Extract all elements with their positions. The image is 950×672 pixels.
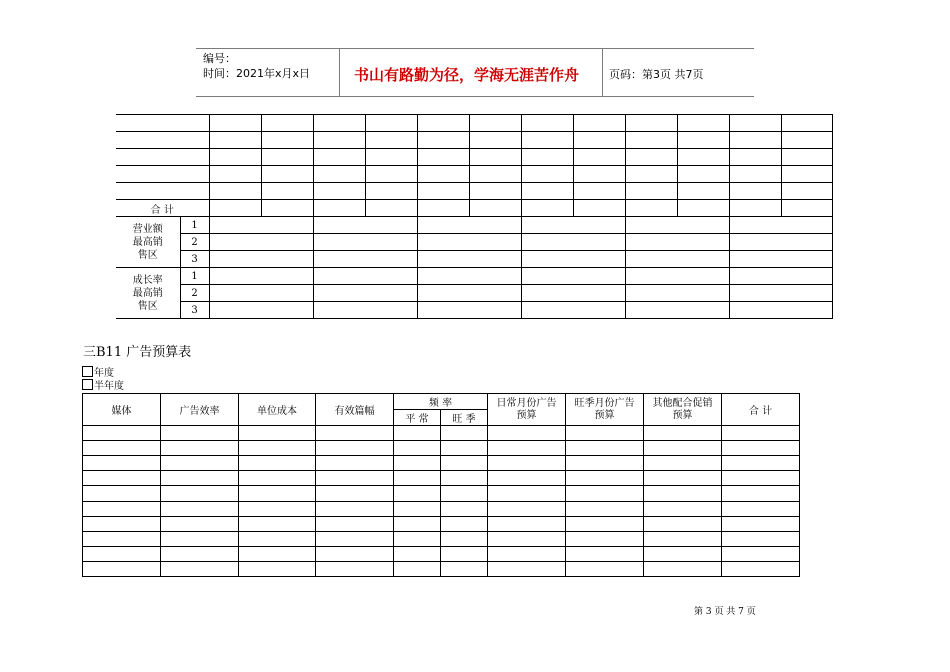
col-normal: 平 常 [394, 410, 441, 426]
table-row [83, 501, 800, 516]
header-divider-right [602, 48, 603, 97]
header-left-block [203, 51, 310, 81]
ad-budget-table [82, 393, 800, 577]
option-annual[interactable] [82, 366, 114, 380]
table-row [116, 132, 833, 149]
header-top-rule [196, 48, 754, 49]
rank-number: 1 [180, 268, 209, 285]
table-row [83, 531, 800, 546]
page-footer: 第 3 页 共 7 页 [694, 607, 756, 617]
doc-number-label: 编号： [203, 52, 236, 65]
col-unit-cost: 单位成本 [239, 394, 316, 426]
header-page-info: 页码：第3页 共7页 [609, 68, 704, 81]
col-total: 合 计 [722, 394, 800, 426]
rank-number: 1 [180, 217, 209, 234]
total-label: 合 计 [116, 200, 209, 217]
table-row [116, 234, 833, 251]
total-row [116, 200, 833, 217]
rank-number: 2 [180, 285, 209, 302]
header-bottom-rule [196, 96, 754, 97]
table-row [83, 441, 800, 456]
table-row [83, 456, 800, 471]
col-frequency: 频 率 [394, 394, 488, 410]
checkbox-icon[interactable] [82, 366, 93, 377]
table-row [116, 285, 833, 302]
section-title: 三B11 广告预算表 [83, 345, 192, 360]
table-row [83, 561, 800, 576]
col-media: 媒体 [83, 394, 161, 426]
table-row [116, 302, 833, 319]
col-effective-space: 有效篇幅 [316, 394, 394, 426]
table-row [83, 426, 800, 441]
growth-top-region-label: 成长率 最高销 售区 [116, 268, 180, 319]
table-row [116, 251, 833, 268]
rank-number: 3 [180, 302, 209, 319]
table-row [83, 471, 800, 486]
option-semiannual[interactable] [82, 379, 124, 393]
col-peak: 旺 季 [441, 410, 488, 426]
col-ad-effect: 广告效率 [161, 394, 239, 426]
col-daily-budget: 日常月份广告 预算 [488, 394, 566, 426]
col-peak-budget: 旺季月份广告 预算 [566, 394, 644, 426]
table-row [116, 166, 833, 183]
table-row [116, 183, 833, 200]
table-row [83, 516, 800, 531]
rank-number: 2 [180, 234, 209, 251]
table-row [116, 115, 833, 132]
header-divider-left [339, 48, 340, 97]
revenue-top-region-label: 营业额 最高销 售区 [116, 217, 180, 268]
checkbox-icon[interactable] [82, 379, 93, 390]
table-row [116, 268, 833, 285]
table-row [83, 486, 800, 501]
col-promo-budget: 其他配合促销 预算 [644, 394, 722, 426]
rank-number: 3 [180, 251, 209, 268]
option-label: 年度 [94, 368, 114, 379]
header-row [83, 394, 800, 410]
table-row [116, 217, 833, 234]
option-label: 半年度 [94, 381, 124, 392]
sales-region-table [116, 114, 833, 319]
time-label: 时间：2021年x月x日 [203, 67, 311, 80]
table-row [83, 546, 800, 561]
table-row [116, 149, 833, 166]
header-motto: 书山有路勤为径，学海无涯苦作舟 [354, 66, 580, 84]
